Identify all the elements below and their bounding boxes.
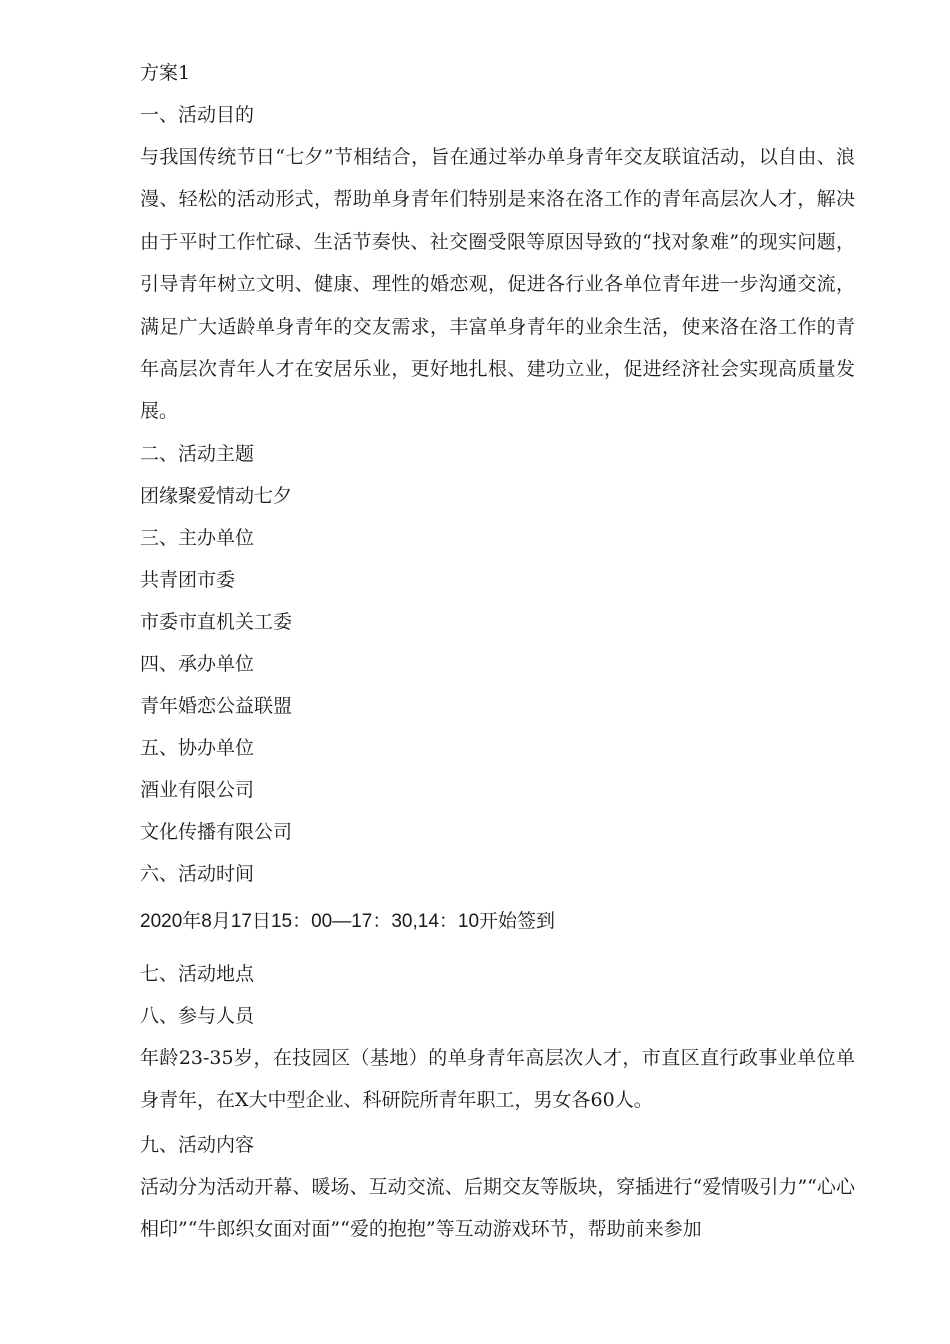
co-organizer-item: 酒业有限公司 bbox=[140, 778, 255, 801]
undertaker-item: 青年婚恋公益联盟 bbox=[140, 694, 293, 717]
document-body bbox=[140, 52, 855, 1250]
section-heading-organizer: 三、主办单位 bbox=[140, 526, 255, 549]
plan-title: 方案1 bbox=[140, 62, 191, 84]
organizer-item: 共青团市委 bbox=[140, 568, 236, 591]
theme-text: 团缘聚爱情动七夕 bbox=[140, 484, 293, 507]
co-organizer-item: 文化传播有限公司 bbox=[140, 820, 293, 843]
section-heading-theme: 二、活动主题 bbox=[140, 442, 255, 465]
event-time-text: 2020年8月17日15：00—17：30,14：10开始签到 bbox=[140, 910, 556, 932]
purpose-paragraph: 与我国传统节日“七夕”节相结合，旨在通过举办单身青年交友联谊活动，以自由、浪漫、轻松的活动形式，帮助单身青年们特别是来洛在洛工作的青年高层次人才，解决由于平时工作忙碌、生活节奏快、社交圈受限等原因导致的“找对象难”的现实问题，引导青年树立文明、健康、理性的婚恋观，促进各行业各单位青年进一步沟通交流，满足广大适龄单身青年的交友需求，丰富单身青年的业余生活，使来洛在洛工作的青年高层次青年人才在安居乐业，更好地扎根、建功立业，促进经济社会实现高质量发展。 bbox=[140, 146, 855, 423]
organizer-item: 市委市直机关工委 bbox=[140, 610, 293, 633]
section-heading-purpose: 一、活动目的 bbox=[140, 104, 255, 126]
content-paragraph: 活动分为活动开幕、暖场、互动交流、后期交友等版块，穿插进行“爱情吸引力”“心心相印”“牛郎织女面对面”“爱的抱抱”等互动游戏环节，帮助前来参加 bbox=[140, 1175, 855, 1241]
participants-paragraph: 年龄23-35岁，在技园区（基地）的单身青年高层次人才，市直区直行政事业单位单身青年，在X大中型企业、科研院所青年职工，男女各60人。 bbox=[140, 1046, 855, 1112]
section-heading-location: 七、活动地点 bbox=[140, 962, 255, 985]
section-heading-undertaker: 四、承办单位 bbox=[140, 652, 255, 675]
section-heading-co-organizer: 五、协办单位 bbox=[140, 736, 255, 759]
section-heading-participants: 八、参与人员 bbox=[140, 1004, 255, 1027]
section-heading-time: 六、活动时间 bbox=[140, 862, 255, 885]
section-heading-content: 九、活动内容 bbox=[140, 1133, 255, 1156]
